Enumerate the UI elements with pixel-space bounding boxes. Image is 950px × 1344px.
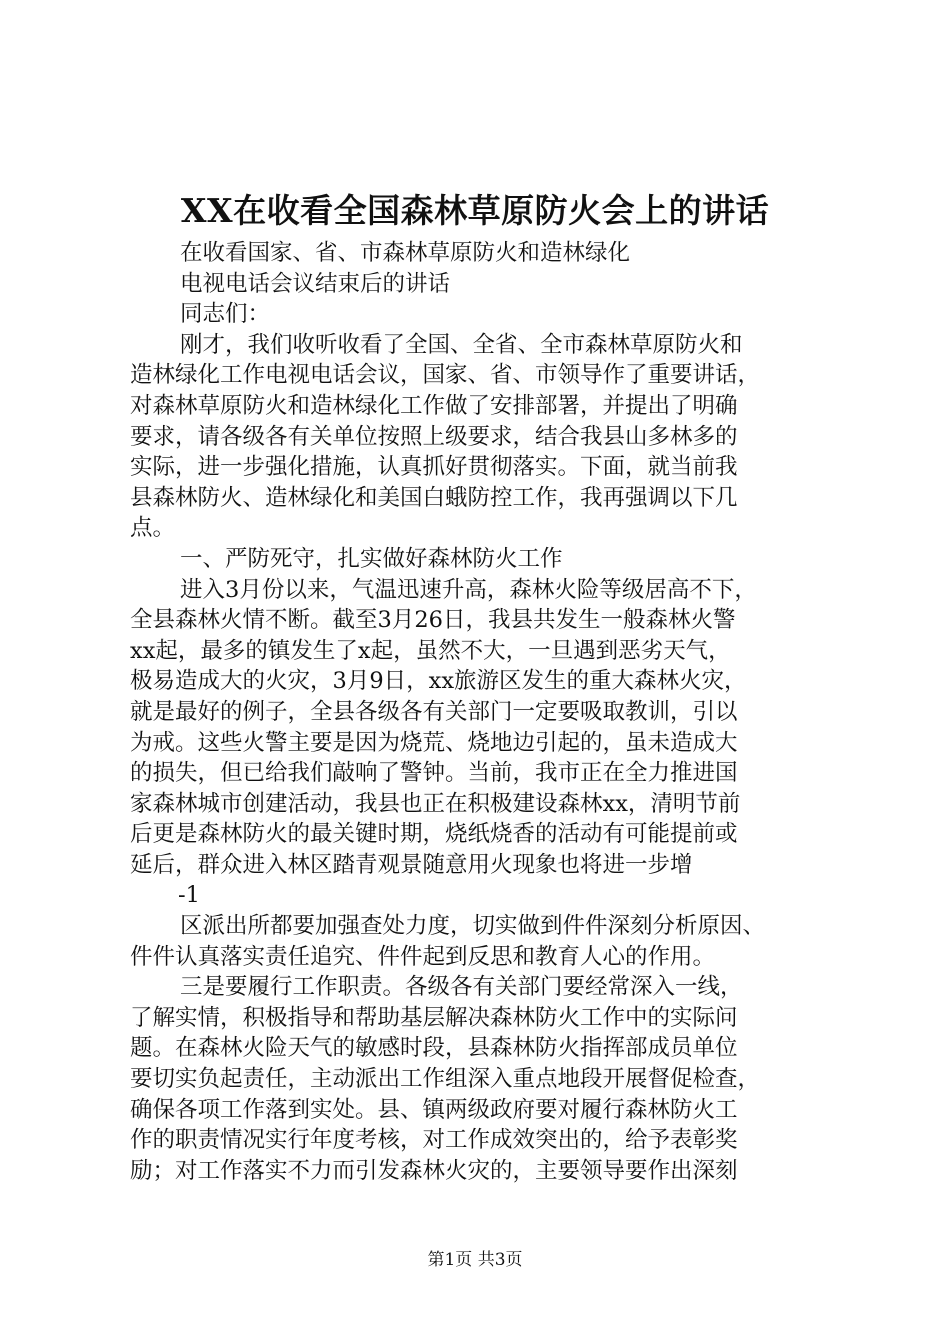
text-line: 区派出所都要加强查处力度，切实做到件件深刻分析原因、 (180, 913, 766, 940)
text-line: 作的职责情况实行年度考核，对工作成效突出的，给予表彰奖 (130, 1127, 738, 1154)
text-line: 一、严防死守，扎实做好森林防火工作 (180, 545, 563, 572)
text-line: 电视电话会议结束后的讲话 (180, 270, 451, 297)
text-line: 件件认真落实责任追究、件件起到反思和教育人心的作用。 (130, 943, 716, 970)
text-line: 在收看国家、省、市森林草原防火和造林绿化 (180, 240, 631, 266)
text-line: 的损失，但已给我们敲响了警钟。当前，我市正在全力推进国 (130, 760, 738, 787)
document-body (130, 238, 842, 1186)
document-title: XX在收看全国森林草原防火会上的讲话 (180, 191, 770, 230)
text-line: 进入3月份以来，气温迅速升高，森林火险等级居高不下， (180, 576, 757, 603)
text-line: 对森林草原防火和造林绿化工作做了安排部署，并提出了明确 (130, 392, 738, 419)
page-footer: 第1页 共3页 (427, 1250, 523, 1270)
text-line: 延后，群众进入林区踏青观景随意用火现象也将进一步增 (130, 851, 693, 878)
text-line: xx起，最多的镇发生了x起，虽然不大，一旦遇到恶劣天气， (130, 637, 731, 664)
text-line: 刚才，我们收听收看了全国、全省、全市森林草原防火和 (180, 331, 743, 358)
text-line: 就是最好的例子，全县各级各有关部门一定要吸取教训，引以 (130, 698, 738, 725)
text-line: 为戒。这些火警主要是因为烧荒、烧地边引起的，虽未造成大 (130, 729, 738, 756)
text-line: 三是要履行工作职责。各级各有关部门要经常深入一线， (180, 974, 743, 1001)
text-line: 了解实情，积极指导和帮助基层解决森林防火工作中的实际问 (130, 1004, 738, 1031)
text-line: 点。 (130, 515, 176, 542)
text-line: 同志们： (180, 301, 271, 328)
text-line: 实际，进一步强化措施，认真抓好贯彻落实。下面，就当前我 (130, 454, 738, 481)
text-line: 要切实负起责任，主动派出工作组深入重点地段开展督促检查， (130, 1066, 761, 1093)
text-line: 要求，请各级各有关单位按照上级要求，结合我县山多林多的 (130, 423, 738, 450)
text-line: 励；对工作落实不力而引发森林火灾的，主要领导要作出深刻 (130, 1157, 738, 1184)
text-line: 县森林防火、造林绿化和美国白蛾防控工作，我再强调以下几 (130, 484, 738, 511)
text-line: 极易造成大的火灾，3月9日，xx旅游区发生的重大森林火灾， (130, 668, 747, 695)
text-line: 造林绿化工作电视电话会议，国家、省、市领导作了重要讲话， (130, 362, 761, 389)
text-line: 题。在森林火险天气的敏感时段，县森林防火指挥部成员单位 (130, 1035, 738, 1062)
text-line: 全县森林火情不断。截至3月26日，我县共发生一般森林火警 (130, 607, 736, 634)
text-line: 确保各项工作落到实处。县、镇两级政府要对履行森林防火工 (130, 1096, 738, 1123)
page-break-marker: -1 (178, 882, 200, 909)
text-line: 后更是森林防火的最关键时期，烧纸烧香的活动有可能提前或 (130, 821, 738, 848)
text-line: 家森林城市创建活动，我县也正在积极建设森林xx，清明节前 (130, 790, 741, 817)
